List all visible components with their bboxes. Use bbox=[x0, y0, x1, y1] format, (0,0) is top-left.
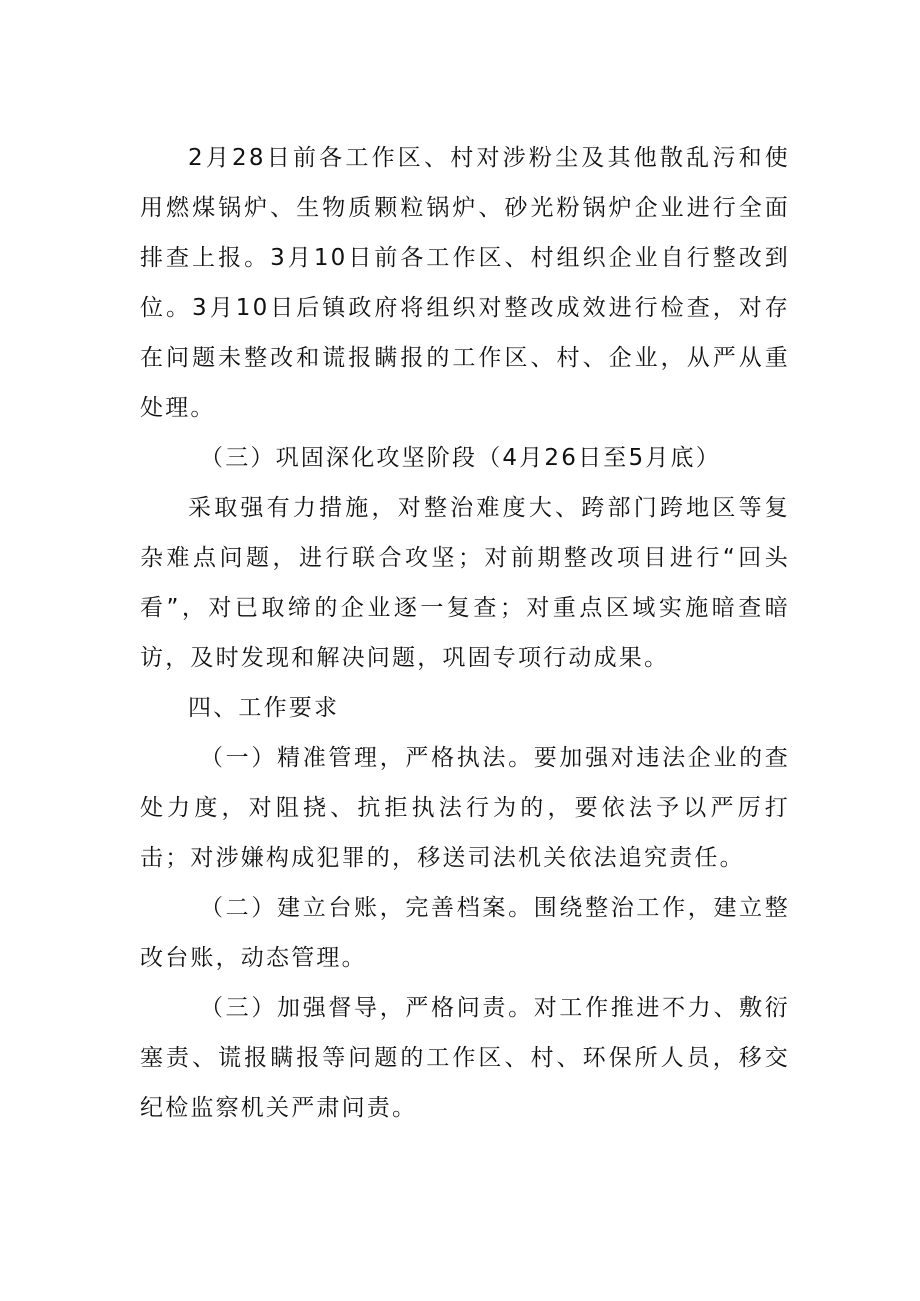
heading-work-requirements: 四、工作要求 bbox=[188, 695, 340, 721]
document-page bbox=[140, 133, 790, 1133]
paragraph-phase2-deadlines: 2月28日前各工作区、村对涉粉尘及其他散乱污和使用燃煤锅炉、生物质颗粒锅炉、砂光粉锅炉企业进行全面排查上报。3月10日前各工作区、村组织企业自行整改到位。3月10日后镇政府将组织对整改成效进行检查，对存在问题未整改和谎报瞒报的工作区、村、企业，从严从重处理。 bbox=[140, 145, 790, 421]
paragraph-requirement-2: （二）建立台账，完善档案。围绕整治工作，建立整改台账，动态管理。 bbox=[140, 895, 790, 971]
paragraph-phase3-measures: 采取强有力措施，对整治难度大、跨部门跨地区等复杂难点问题，进行联合攻坚；对前期整改项目进行“回头看”，对已取缔的企业逐一复查；对重点区域实施暗查暗访，及时发现和解决问题，巩固专项行动成果。 bbox=[140, 495, 790, 671]
paragraph-requirement-1: （一）精准管理，严格执法。要加强对违法企业的查处力度，对阻挠、抗拒执法行为的，要依法予以严厉打击；对涉嫌构成犯罪的，移送司法机关依法追究责任。 bbox=[140, 745, 790, 871]
heading-phase3-consolidation: （三）巩固深化攻坚阶段（4月26日至5月底） bbox=[200, 445, 721, 471]
paragraph-requirement-3: （三）加强督导，严格问责。对工作推进不力、敷衍塞责、谎报瞒报等问题的工作区、村、环保所人员，移交纪检监察机关严肃问责。 bbox=[140, 995, 790, 1121]
